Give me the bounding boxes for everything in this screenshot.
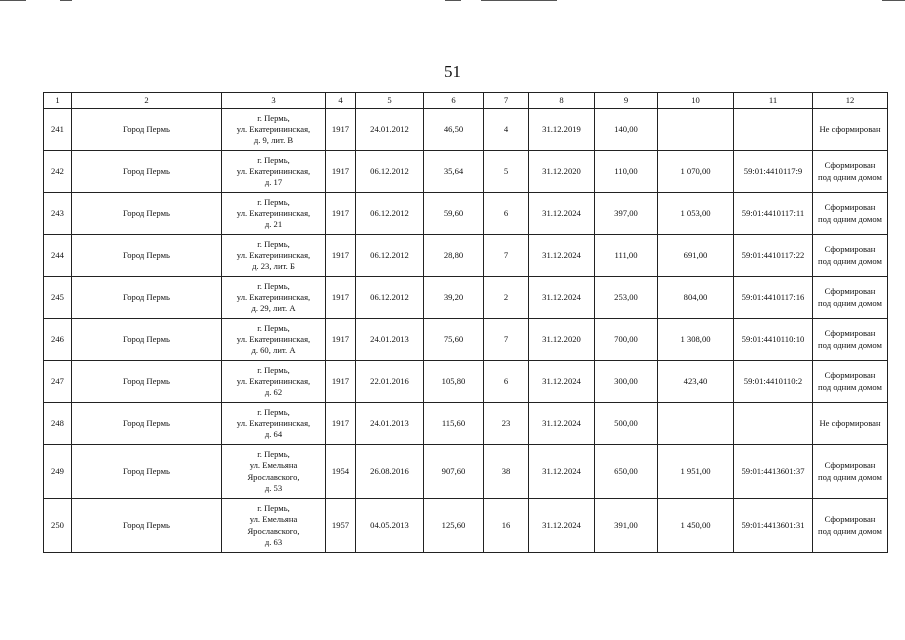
status-cell <box>813 403 888 445</box>
value-col9-cell: 500,00 <box>595 403 658 445</box>
column-header: 8 <box>529 93 595 109</box>
date-cell: 04.05.2013 <box>356 499 424 553</box>
value-col10-cell: 1 308,00 <box>658 319 734 361</box>
status-line: под одним домом <box>818 297 882 308</box>
date-cell: 06.12.2012 <box>356 151 424 193</box>
header-row <box>44 93 888 109</box>
count-cell: 6 <box>484 361 529 403</box>
column-header: 4 <box>326 93 356 109</box>
value-col9-cell: 253,00 <box>595 277 658 319</box>
city-cell: Город Пермь <box>72 109 222 151</box>
deadline-cell: 31.12.2024 <box>529 445 595 499</box>
cadastral-number-cell: 59:01:4413601:37 <box>734 445 813 499</box>
cadastral-number-cell: 59:01:4410117:16 <box>734 277 813 319</box>
address-line: д. 60, лит. А <box>251 345 296 356</box>
address-line: ул. Емельяна <box>249 460 298 471</box>
table-row <box>44 109 888 151</box>
address-cell <box>222 109 326 151</box>
table-row <box>44 445 888 499</box>
year-cell: 1917 <box>326 403 356 445</box>
address-cell <box>222 361 326 403</box>
address-line: г. Пермь, <box>257 196 290 207</box>
table-row <box>44 319 888 361</box>
status-line: Сформирован <box>824 160 876 171</box>
value-col10-cell: 1 951,00 <box>658 445 734 499</box>
register-table <box>43 92 888 553</box>
area-cell: 907,60 <box>424 445 484 499</box>
page-number: 51 <box>444 62 461 81</box>
address-cell <box>222 277 326 319</box>
table-row <box>44 499 888 553</box>
address-line: ул. Екатерининская, <box>236 249 311 260</box>
deadline-cell: 31.12.2024 <box>529 499 595 553</box>
column-header: 9 <box>595 93 658 109</box>
city-cell: Город Пермь <box>72 499 222 553</box>
value-col10-cell: 804,00 <box>658 277 734 319</box>
value-col9-cell: 650,00 <box>595 445 658 499</box>
address-line: г. Пермь, <box>257 449 290 460</box>
value-col10-cell: 1 450,00 <box>658 499 734 553</box>
status-line: Сформирован <box>824 460 876 471</box>
status-line: Сформирован <box>824 286 876 297</box>
area-cell: 105,80 <box>424 361 484 403</box>
address-line: ул. Емельяна <box>249 514 298 525</box>
city-cell: Город Пермь <box>72 151 222 193</box>
status-line: под одним домом <box>818 171 882 182</box>
count-cell: 7 <box>484 319 529 361</box>
year-cell: 1917 <box>326 193 356 235</box>
city-cell: Город Пермь <box>72 235 222 277</box>
date-cell: 26.08.2016 <box>356 445 424 499</box>
address-line: д. 53 <box>264 482 283 493</box>
date-cell: 06.12.2012 <box>356 235 424 277</box>
value-col9-cell: 300,00 <box>595 361 658 403</box>
address-line: д. 62 <box>264 387 283 398</box>
date-cell: 06.12.2012 <box>356 193 424 235</box>
cadastral-number-cell: 59:01:4410117:9 <box>734 151 813 193</box>
count-cell: 6 <box>484 193 529 235</box>
status-line: Не сформирован <box>819 417 881 428</box>
row-number-cell: 249 <box>44 445 72 499</box>
value-col10-cell <box>658 403 734 445</box>
address-cell <box>222 151 326 193</box>
address-line: г. Пермь, <box>257 503 290 514</box>
address-line: г. Пермь, <box>257 406 290 417</box>
year-cell: 1917 <box>326 151 356 193</box>
city-cell: Город Пермь <box>72 319 222 361</box>
column-header: 11 <box>734 93 813 109</box>
area-cell: 75,60 <box>424 319 484 361</box>
address-line: ул. Екатерининская, <box>236 165 311 176</box>
city-cell: Город Пермь <box>72 361 222 403</box>
status-cell <box>813 277 888 319</box>
column-header: 6 <box>424 93 484 109</box>
year-cell: 1957 <box>326 499 356 553</box>
date-cell: 22.01.2016 <box>356 361 424 403</box>
deadline-cell: 31.12.2024 <box>529 193 595 235</box>
deadline-cell: 31.12.2024 <box>529 361 595 403</box>
city-cell: Город Пермь <box>72 277 222 319</box>
status-line: Сформирован <box>824 202 876 213</box>
status-cell <box>813 109 888 151</box>
count-cell: 5 <box>484 151 529 193</box>
address-line: ул. Екатерининская, <box>236 207 311 218</box>
city-cell: Город Пермь <box>72 403 222 445</box>
cadastral-number-cell: 59:01:4413601:31 <box>734 499 813 553</box>
count-cell: 23 <box>484 403 529 445</box>
scan-edge-mark <box>60 0 72 1</box>
address-line: д. 9, лит. В <box>253 135 294 146</box>
area-cell: 28,80 <box>424 235 484 277</box>
row-number-cell: 248 <box>44 403 72 445</box>
cadastral-number-cell <box>734 403 813 445</box>
address-line: ул. Екатерининская, <box>236 375 311 386</box>
column-header: 12 <box>813 93 888 109</box>
date-cell: 06.12.2012 <box>356 277 424 319</box>
cadastral-number-cell: 59:01:4410117:22 <box>734 235 813 277</box>
cadastral-number-cell: 59:01:4410110:2 <box>734 361 813 403</box>
count-cell: 2 <box>484 277 529 319</box>
deadline-cell: 31.12.2020 <box>529 151 595 193</box>
row-number-cell: 243 <box>44 193 72 235</box>
value-col10-cell <box>658 109 734 151</box>
year-cell: 1954 <box>326 445 356 499</box>
date-cell: 24.01.2013 <box>356 403 424 445</box>
area-cell: 115,60 <box>424 403 484 445</box>
address-line: д. 29, лит. А <box>251 303 296 314</box>
value-col10-cell: 1 070,00 <box>658 151 734 193</box>
address-line: д. 17 <box>264 177 283 188</box>
address-line: ул. Екатерининская, <box>236 123 311 134</box>
column-header: 7 <box>484 93 529 109</box>
status-line: под одним домом <box>818 213 882 224</box>
count-cell: 7 <box>484 235 529 277</box>
area-cell: 59,60 <box>424 193 484 235</box>
count-cell: 16 <box>484 499 529 553</box>
status-cell <box>813 319 888 361</box>
count-cell: 4 <box>484 109 529 151</box>
deadline-cell: 31.12.2024 <box>529 235 595 277</box>
value-col10-cell: 1 053,00 <box>658 193 734 235</box>
deadline-cell: 31.12.2019 <box>529 109 595 151</box>
row-number-cell: 247 <box>44 361 72 403</box>
status-cell <box>813 361 888 403</box>
address-line: г. Пермь, <box>257 280 290 291</box>
table-row <box>44 361 888 403</box>
area-cell: 46,50 <box>424 109 484 151</box>
address-cell <box>222 319 326 361</box>
value-col9-cell: 110,00 <box>595 151 658 193</box>
address-line: г. Пермь, <box>257 238 290 249</box>
address-line: д. 23, лит. Б <box>252 261 295 272</box>
area-cell: 125,60 <box>424 499 484 553</box>
status-line: под одним домом <box>818 339 882 350</box>
address-line: ул. Екатерининская, <box>236 333 311 344</box>
row-number-cell: 242 <box>44 151 72 193</box>
status-line: Сформирован <box>824 370 876 381</box>
status-line: под одним домом <box>818 525 882 536</box>
row-number-cell: 244 <box>44 235 72 277</box>
table-row <box>44 235 888 277</box>
value-col9-cell: 111,00 <box>595 235 658 277</box>
deadline-cell: 31.12.2024 <box>529 403 595 445</box>
address-line: г. Пермь, <box>257 112 290 123</box>
address-cell <box>222 193 326 235</box>
scan-edge-mark <box>481 0 557 1</box>
row-number-cell: 250 <box>44 499 72 553</box>
address-line: ул. Екатерининская, <box>236 291 311 302</box>
value-col9-cell: 700,00 <box>595 319 658 361</box>
date-cell: 24.01.2012 <box>356 109 424 151</box>
value-col10-cell: 691,00 <box>658 235 734 277</box>
scan-edge-mark <box>0 0 26 1</box>
status-line: под одним домом <box>818 471 882 482</box>
scan-edge-mark <box>445 0 461 1</box>
column-header: 5 <box>356 93 424 109</box>
cadastral-number-cell <box>734 109 813 151</box>
scan-edge-mark <box>882 0 905 1</box>
value-col9-cell: 391,00 <box>595 499 658 553</box>
column-header: 2 <box>72 93 222 109</box>
cadastral-number-cell: 59:01:4410117:11 <box>734 193 813 235</box>
address-cell <box>222 445 326 499</box>
column-header: 10 <box>658 93 734 109</box>
status-cell <box>813 235 888 277</box>
address-line: Ярославского, <box>247 471 300 482</box>
address-line: Ярославского, <box>247 525 300 536</box>
value-col9-cell: 140,00 <box>595 109 658 151</box>
year-cell: 1917 <box>326 361 356 403</box>
column-header: 3 <box>222 93 326 109</box>
status-line: Сформирован <box>824 514 876 525</box>
address-cell <box>222 403 326 445</box>
status-cell <box>813 445 888 499</box>
city-cell: Город Пермь <box>72 193 222 235</box>
address-line: д. 21 <box>264 219 283 230</box>
deadline-cell: 31.12.2024 <box>529 277 595 319</box>
date-cell: 24.01.2013 <box>356 319 424 361</box>
year-cell: 1917 <box>326 319 356 361</box>
row-number-cell: 245 <box>44 277 72 319</box>
cadastral-number-cell: 59:01:4410110:10 <box>734 319 813 361</box>
status-cell <box>813 499 888 553</box>
status-cell <box>813 193 888 235</box>
row-number-cell: 246 <box>44 319 72 361</box>
column-header: 1 <box>44 93 72 109</box>
address-line: д. 64 <box>264 429 283 440</box>
year-cell: 1917 <box>326 109 356 151</box>
status-line: под одним домом <box>818 255 882 266</box>
status-line: Не сформирован <box>819 123 881 134</box>
status-line: Сформирован <box>824 244 876 255</box>
status-cell <box>813 151 888 193</box>
city-cell: Город Пермь <box>72 445 222 499</box>
value-col9-cell: 397,00 <box>595 193 658 235</box>
address-line: г. Пермь, <box>257 154 290 165</box>
year-cell: 1917 <box>326 277 356 319</box>
count-cell: 38 <box>484 445 529 499</box>
table-row <box>44 403 888 445</box>
status-line: Сформирован <box>824 328 876 339</box>
address-line: г. Пермь, <box>257 364 290 375</box>
address-cell <box>222 235 326 277</box>
table-row <box>44 193 888 235</box>
table-header <box>44 93 888 109</box>
address-line: д. 63 <box>264 536 283 547</box>
address-cell <box>222 499 326 553</box>
status-line: под одним домом <box>818 381 882 392</box>
area-cell: 35,64 <box>424 151 484 193</box>
deadline-cell: 31.12.2020 <box>529 319 595 361</box>
table-row <box>44 151 888 193</box>
table-row <box>44 277 888 319</box>
value-col10-cell: 423,40 <box>658 361 734 403</box>
area-cell: 39,20 <box>424 277 484 319</box>
address-line: ул. Екатерининская, <box>236 417 311 428</box>
table-body <box>44 109 888 553</box>
address-line: г. Пермь, <box>257 322 290 333</box>
year-cell: 1917 <box>326 235 356 277</box>
row-number-cell: 241 <box>44 109 72 151</box>
